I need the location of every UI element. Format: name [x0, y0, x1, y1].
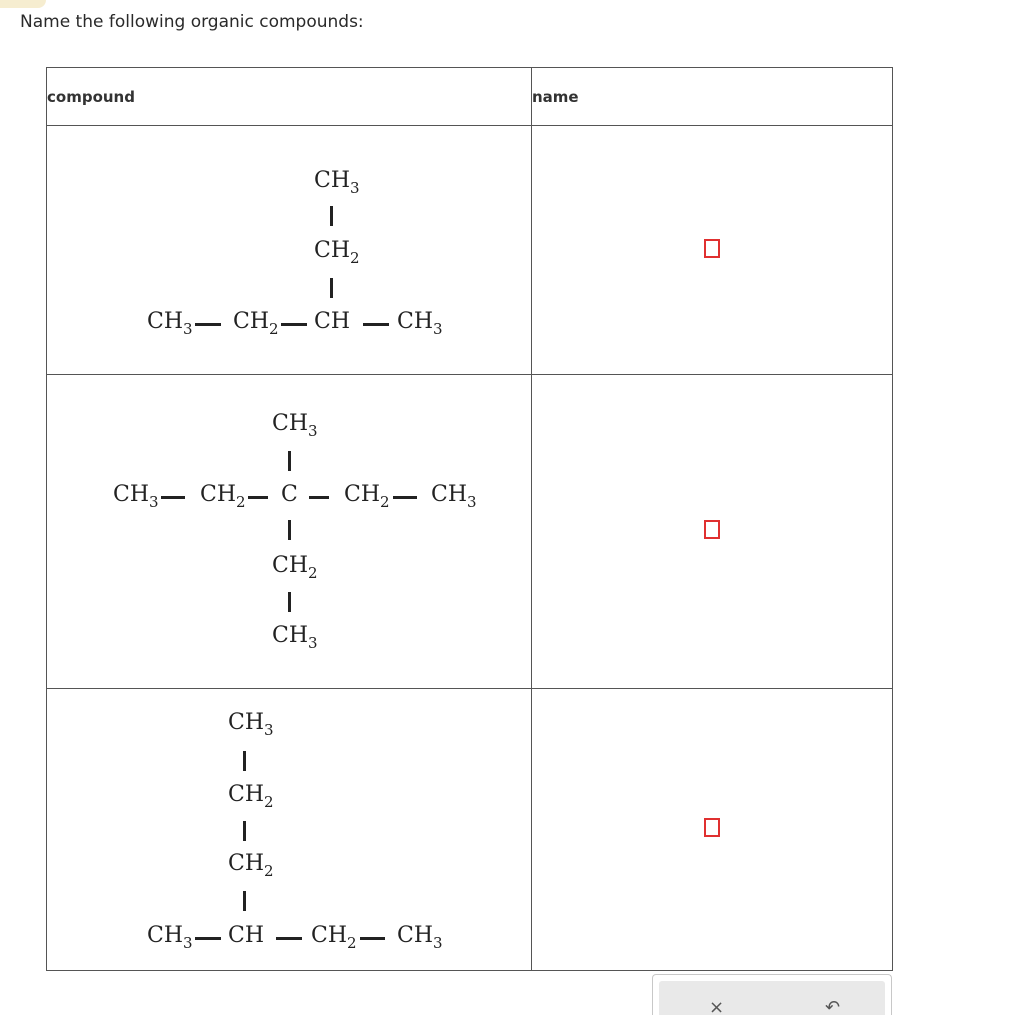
- bond: [161, 496, 185, 499]
- group-ch3: $CH_3$: [113, 482, 159, 511]
- table-row: [47, 375, 893, 689]
- group-ch3: $CH_3$: [397, 309, 443, 338]
- bond: [195, 323, 221, 326]
- header-compound: compound: [47, 68, 532, 126]
- answer-cell-2: [532, 375, 893, 689]
- group-ch2: $CH_2$: [200, 482, 246, 511]
- bond: [288, 592, 291, 612]
- group-ch3: $CH_3$: [431, 482, 477, 511]
- group-ch2: $CH_2$: [228, 782, 274, 811]
- bond: [393, 496, 417, 499]
- compound-2-structure: [47, 375, 532, 689]
- group-ch2: $CH_2$: [228, 851, 274, 880]
- table-row: [47, 126, 893, 375]
- prompt-text: Name the following organic compounds:: [20, 12, 364, 32]
- compounds-table: [46, 67, 893, 971]
- group-ch3: $CH_3$: [397, 923, 443, 952]
- bond: [288, 451, 291, 471]
- group-ch2: $CH_2$: [311, 923, 357, 952]
- group-ch2: $CH_2$: [314, 238, 360, 267]
- bond: [330, 206, 333, 226]
- answer-cell-3: [532, 689, 893, 971]
- clear-button[interactable]: ×: [709, 997, 725, 1018]
- group-ch3: $CH_3$: [147, 923, 193, 952]
- bond: [248, 496, 268, 499]
- bond: [360, 937, 385, 940]
- corner-tab: [0, 0, 46, 8]
- bond: [243, 821, 246, 841]
- bond: [330, 278, 333, 298]
- answer-cell-1: [532, 126, 893, 375]
- group-ch2: $CH_2$: [344, 482, 390, 511]
- toolbar-panel: [659, 981, 885, 1018]
- group-ch3: $CH_3$: [272, 411, 318, 440]
- bond: [195, 937, 221, 940]
- bond: [363, 323, 389, 326]
- compound-1-structure: [47, 126, 532, 375]
- bond: [243, 751, 246, 771]
- group-ch2: $CH_2$: [233, 309, 279, 338]
- group-ch3: $CH_3$: [314, 168, 360, 197]
- group-ch: CH: [314, 309, 351, 334]
- table-row: [47, 689, 893, 971]
- bond: [309, 496, 329, 499]
- bond: [243, 891, 246, 911]
- group-ch3: $CH_3$: [272, 623, 318, 652]
- answer-input-1[interactable]: [704, 239, 720, 258]
- bond: [276, 937, 302, 940]
- group-ch: CH: [228, 923, 265, 948]
- group-ch3: $CH_3$: [228, 710, 274, 739]
- group-ch2: $CH_2$: [272, 553, 318, 582]
- answer-toolbar: [652, 974, 892, 1018]
- compound-3-structure: [47, 689, 532, 971]
- undo-button[interactable]: ↶: [825, 997, 841, 1018]
- group-c: C: [281, 482, 298, 507]
- answer-input-3[interactable]: [704, 818, 720, 837]
- answer-input-2[interactable]: [704, 520, 720, 539]
- bond: [281, 323, 307, 326]
- bond: [288, 520, 291, 540]
- table-header-row: [47, 68, 893, 126]
- group-ch3: $CH_3$: [147, 309, 193, 338]
- header-name: name: [532, 68, 893, 126]
